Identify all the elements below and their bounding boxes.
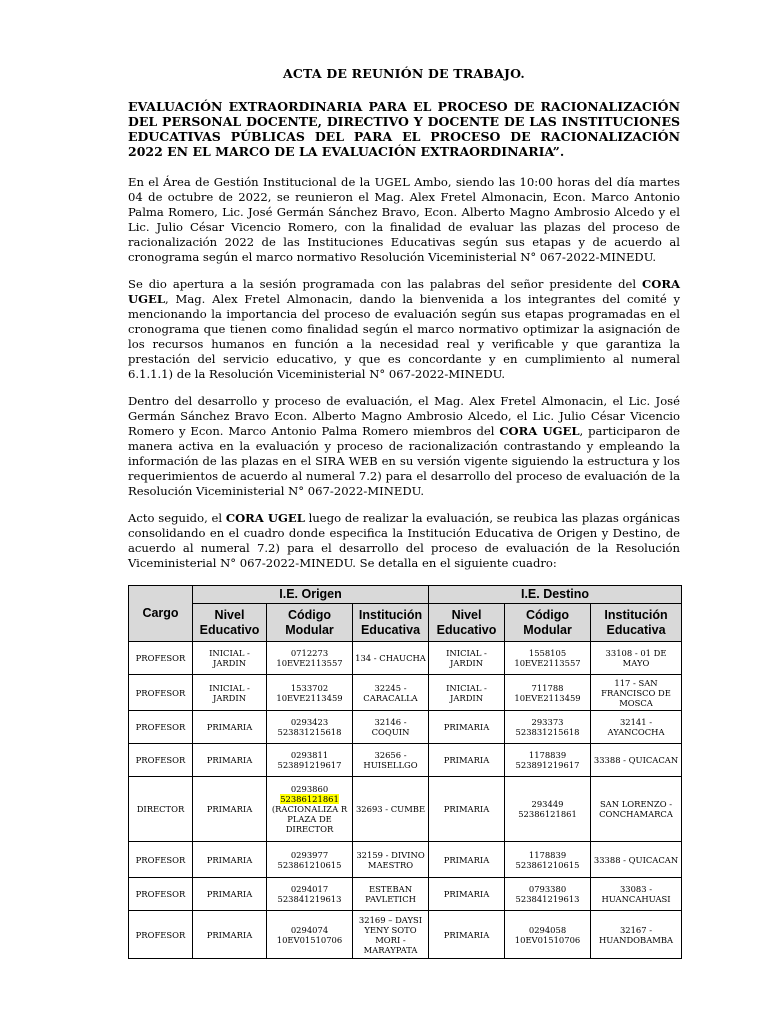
cell-origen-codigo (267, 777, 353, 842)
cell-origen-institucion: 32245 - CARACALLA (353, 675, 429, 711)
cell-destino-institucion: 117 - SAN FRANCISCO DE MOSCA (591, 675, 682, 711)
paragraph-3-text-c: , participaron de manera activa en la evaluación y proceso de racionalización contrastando y empleando la información de las plazas en el SIRA WEB en su versión vigente siguiendo la estructura y los requerimientos de acuerdo al numeral 7.2) para el desarrollo del proceso de evaluación de la Resolución Viceministerial N° 067-2022-MINEDU. (128, 424, 680, 498)
cell-cargo: PROFESOR (129, 878, 193, 911)
document-page (128, 60, 680, 583)
paragraph-4 (128, 511, 680, 571)
cell-destino-nivel: PRIMARIA (429, 744, 505, 777)
cell-origen-codigo: 0293811 523891219617 (267, 744, 353, 777)
cell-cargo: PROFESOR (129, 911, 193, 959)
cell-origen-institucion: 32656 - HUISELLGO (353, 744, 429, 777)
paragraph-3 (128, 394, 680, 499)
paragraph-4-text-c: luego de realizar la evaluación, se reubica las plazas orgánicas consolidando en el cuadro donde especifica la Institución Educativa de Origen y Destino, de acuerdo al numeral 7.2) para el desarrollo del proceso de evaluación de la Resolución Viceministerial N° 067-2022-MINEDU. Se detalla en el siguiente cuadro: (128, 511, 681, 570)
cell-destino-nivel: INICIAL - JARDIN (429, 675, 505, 711)
cell-origen-institucion: 32693 - CUMBE (353, 777, 429, 842)
racionalizar-note: (RACIONALIZA R PLAZA DE DIRECTOR (271, 804, 348, 834)
cell-destino-institucion: SAN LORENZO - CONCHAMARCA (591, 777, 682, 842)
cell-cargo: PROFESOR (129, 675, 193, 711)
table-row (129, 675, 682, 711)
cell-destino-nivel: PRIMARIA (429, 878, 505, 911)
cell-destino-codigo: 0793380 523841219613 (505, 878, 591, 911)
header-destino-institucion: Institución Educativa (591, 604, 682, 642)
paragraph-4-bold: CORA UGEL (225, 511, 305, 525)
paragraph-4-text-a: Acto seguido, el (128, 511, 226, 525)
header-cargo: Cargo (129, 586, 193, 642)
cell-origen-codigo: 0294074 10EV01510706 (267, 911, 353, 959)
reassignment-table (128, 585, 682, 959)
cell-destino-codigo: 1558105 10EVE2113557 (505, 642, 591, 675)
cell-destino-codigo: 1178839 523861210615 (505, 842, 591, 878)
header-ie-origen: I.E. Origen (193, 586, 429, 604)
header-destino-nivel: Nivel Educativo (429, 604, 505, 642)
header-origen-institucion: Institución Educativa (353, 604, 429, 642)
cell-origen-institucion: 32169 – DAYSI YENY SOTO MORI - MARAYPATA (353, 911, 429, 959)
cell-destino-institucion: 32167 - HUANDOBAMBA (591, 911, 682, 959)
cell-origen-nivel: PRIMARIA (193, 911, 267, 959)
header-origen-codigo: Código Modular (267, 604, 353, 642)
header-origen-nivel: Nivel Educativo (193, 604, 267, 642)
highlighted-codigo: 52386121861 (280, 794, 339, 804)
cell-origen-institucion: 32146 - COQUIN (353, 711, 429, 744)
header-destino-codigo: Código Modular (505, 604, 591, 642)
cell-cargo: PROFESOR (129, 642, 193, 675)
cell-destino-nivel: PRIMARIA (429, 842, 505, 878)
paragraph-2-bold: CORA UGEL (128, 277, 680, 306)
cell-destino-codigo: 1178839 523891219617 (505, 744, 591, 777)
cell-origen-nivel: PRIMARIA (193, 711, 267, 744)
cell-cargo: DIRECTOR (129, 777, 193, 842)
cell-origen-institucion: 134 - CHAUCHA (353, 642, 429, 675)
table-row (129, 878, 682, 911)
document-subtitle: EVALUACIÓN EXTRAORDINARIA PARA EL PROCESO DE RACIONALIZACIÓN DEL PERSONAL DOCENTE, DIRECTIVO Y DOCENTE DE LAS INSTITUCIONES EDUCATIVAS PÚBLICAS DEL PARA EL PROCESO DE RACIONALIZACIÓN 2022 EN EL MARCO DE LA EVALUACIÓN EXTRAORDINARIA”. (128, 99, 680, 159)
cell-cargo: PROFESOR (129, 711, 193, 744)
cell-destino-nivel: PRIMARIA (429, 711, 505, 744)
cell-destino-codigo: 293449 52386121861 (505, 777, 591, 842)
cell-origen-codigo: 0293977 523861210615 (267, 842, 353, 878)
cell-destino-nivel: PRIMARIA (429, 777, 505, 842)
cell-destino-institucion: 33388 - QUICACAN (591, 842, 682, 878)
cell-origen-codigo: 1533702 10EVE2113459 (267, 675, 353, 711)
cell-destino-codigo: 0294058 10EV01510706 (505, 911, 591, 959)
cell-origen-institucion: ESTEBAN PAVLETICH (353, 878, 429, 911)
cell-destino-nivel: INICIAL - JARDIN (429, 642, 505, 675)
cell-origen-codigo: 0293423 523831215618 (267, 711, 353, 744)
paragraph-1: En el Área de Gestión Institucional de la UGEL Ambo, siendo las 10:00 horas del día martes 04 de octubre de 2022, se reunieron el Mag. Alex Fretel Almonacin, Econ. Marco Antonio Palma Romero, Lic. José Germán Sánchez Bravo, Econ. Alberto Magno Ambrosio Alcedo y el Lic. Julio César Vicencio Romero, con la finalidad de evaluar las plazas del proceso de racionalización 2022 de las Instituciones Educativas según sus etapas y de acuerdo al cronograma según el marco normativo Resolución Viceministerial N° 067-2022-MINEDU. (128, 175, 680, 264)
table-row (129, 911, 682, 959)
cell-destino-codigo: 711788 10EVE2113459 (505, 675, 591, 711)
cell-origen-codigo: 0712273 10EVE2113557 (267, 642, 353, 675)
cell-origen-nivel: PRIMARIA (193, 878, 267, 911)
cell-origen-nivel: INICIAL - JARDIN (193, 675, 267, 711)
table-row (129, 777, 682, 842)
cell-destino-institucion: 32141 - AYANCOCHA (591, 711, 682, 744)
document-title: ACTA DE REUNIÓN DE TRABAJO. (283, 66, 525, 81)
cell-destino-institucion: 33108 - 01 DE MAYO (591, 642, 682, 675)
paragraph-2-text-c: , Mag. Alex Fretel Almonacin, dando la bienvenida a los integrantes del comité y mencionando la importancia del proceso de evaluación según sus etapas programadas en el cronograma que tienen como finalidad según el marco normativo optimizar la asignación de los recursos humanos en función a la necesidad real y verificable y que garantiza la prestación del servicio educativo, y que es concordante y en cumplimiento al numeral 6.1.1.1) de la Resolución Viceministerial N° 067-2022-MINEDU. (128, 292, 680, 381)
paragraph-2 (128, 277, 680, 382)
table-row (129, 744, 682, 777)
paragraph-2-text-a: Se dio apertura a la sesión programada con las palabras del señor presidente del (128, 277, 643, 291)
paragraph-3-bold: CORA UGEL (499, 424, 580, 438)
codigo-modular: 0293860 (290, 784, 329, 794)
cell-destino-nivel: PRIMARIA (429, 911, 505, 959)
cell-origen-codigo: 0294017 523841219613 (267, 878, 353, 911)
header-ie-destino: I.E. Destino (429, 586, 682, 604)
table-row (129, 642, 682, 675)
cell-cargo: PROFESOR (129, 744, 193, 777)
table-row (129, 842, 682, 878)
table-row (129, 711, 682, 744)
cell-origen-nivel: INICIAL - JARDIN (193, 642, 267, 675)
cell-origen-nivel: PRIMARIA (193, 744, 267, 777)
cell-destino-institucion: 33388 - QUICACAN (591, 744, 682, 777)
cell-destino-institucion: 33083 - HUANCAHUASI (591, 878, 682, 911)
cell-origen-nivel: PRIMARIA (193, 842, 267, 878)
cell-origen-nivel: PRIMARIA (193, 777, 267, 842)
cell-origen-institucion: 32159 - DIVINO MAESTRO (353, 842, 429, 878)
cell-destino-codigo: 293373 523831215618 (505, 711, 591, 744)
cell-cargo: PROFESOR (129, 842, 193, 878)
paragraph-3-text-a: Dentro del desarrollo y proceso de evaluación, el Mag. Alex Fretel Almonacin, el Lic. José Germán Sánchez Bravo Econ. Alberto Magno Ambrosio Alcedo, el Lic. Julio César Vicencio Romero y Econ. Marco Antonio Palma Romero miembros del (128, 394, 680, 438)
